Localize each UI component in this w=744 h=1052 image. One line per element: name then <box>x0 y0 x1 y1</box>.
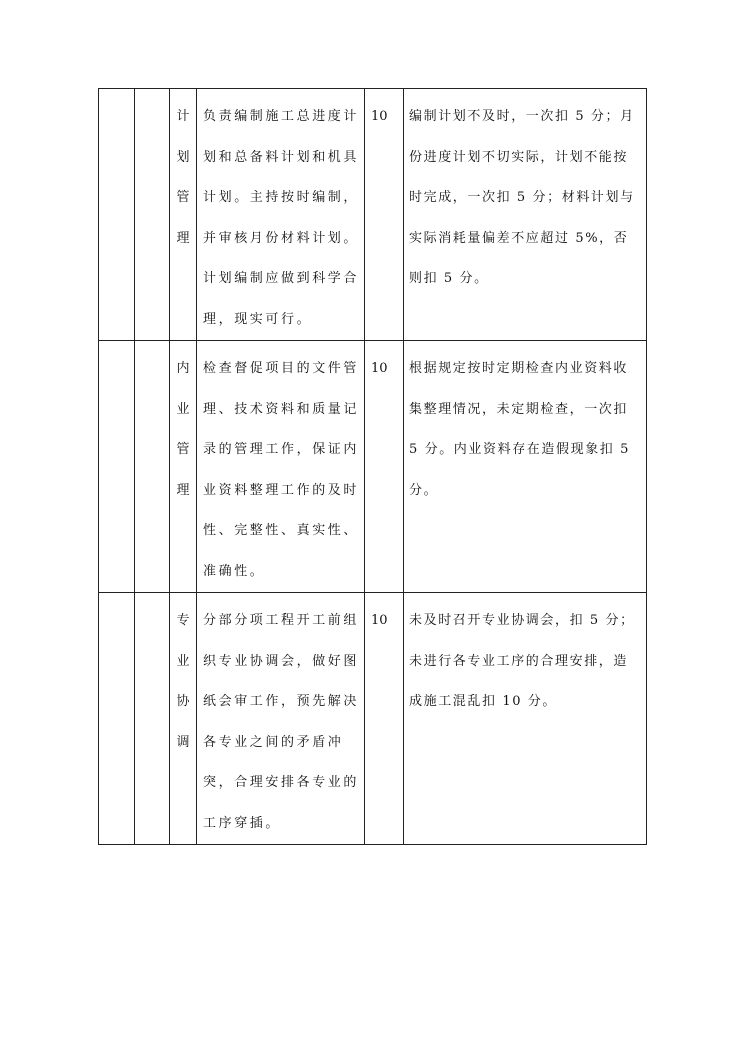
deduction-rule-text: 根据规定按时定期检查内业资料收集整理情况，未定期检查，一次扣 5 分。内业资料存在造假现象扣 5 分。 <box>409 361 631 498</box>
blank-cell-1 <box>99 89 135 341</box>
requirement-text: 检查督促项目的文件管理、技术资料和质量记录的管理工作，保证内业资料整理工作的及时性、完整性、真实性、准确性。 <box>203 361 360 579</box>
category-label: 内业管理 <box>176 361 190 498</box>
requirement-cell <box>197 89 365 341</box>
category-label: 计划管理 <box>176 109 190 246</box>
blank-cell-2 <box>135 593 170 845</box>
requirement-text: 分部分项工程开工前组织专业协调会，做好图纸会审工作，预先解决各专业之间的矛盾冲突，合理安排各专业的工序穿插。 <box>203 613 360 831</box>
blank-cell-2 <box>135 341 170 593</box>
blank-cell-1 <box>99 341 135 593</box>
category-cell <box>170 341 197 593</box>
table-row <box>99 89 647 341</box>
deduction-rule-text: 未及时召开专业协调会，扣 5 分；未进行各专业工序的合理安排，造成施工混乱扣 10 分。 <box>409 613 635 709</box>
table-row <box>99 593 647 845</box>
assessment-table <box>98 88 647 845</box>
rule-cell <box>404 89 647 341</box>
deduction-rule-text: 编制计划不及时，一次扣 5 分；月份进度计划不切实际，计划不能按时完成，一次扣 5 分；材料计划与实际消耗量偏差不应超过 5%，否则扣 5 分。 <box>409 109 635 286</box>
score-value: 10 <box>371 109 388 124</box>
blank-cell-1 <box>99 593 135 845</box>
score-cell <box>365 341 404 593</box>
requirement-cell <box>197 341 365 593</box>
category-cell <box>170 89 197 341</box>
requirement-text: 负责编制施工总进度计划和总备料计划和机具计划。主持按时编制，并审核月份材料计划。计划编制应做到科学合理，现实可行。 <box>203 109 360 327</box>
rule-cell <box>404 593 647 845</box>
rule-cell <box>404 341 647 593</box>
blank-cell-2 <box>135 89 170 341</box>
score-value: 10 <box>371 361 388 376</box>
score-cell <box>365 593 404 845</box>
score-value: 10 <box>371 613 388 628</box>
category-label: 专业协调 <box>176 613 190 750</box>
category-cell <box>170 593 197 845</box>
table-row <box>99 341 647 593</box>
score-cell <box>365 89 404 341</box>
requirement-cell <box>197 593 365 845</box>
